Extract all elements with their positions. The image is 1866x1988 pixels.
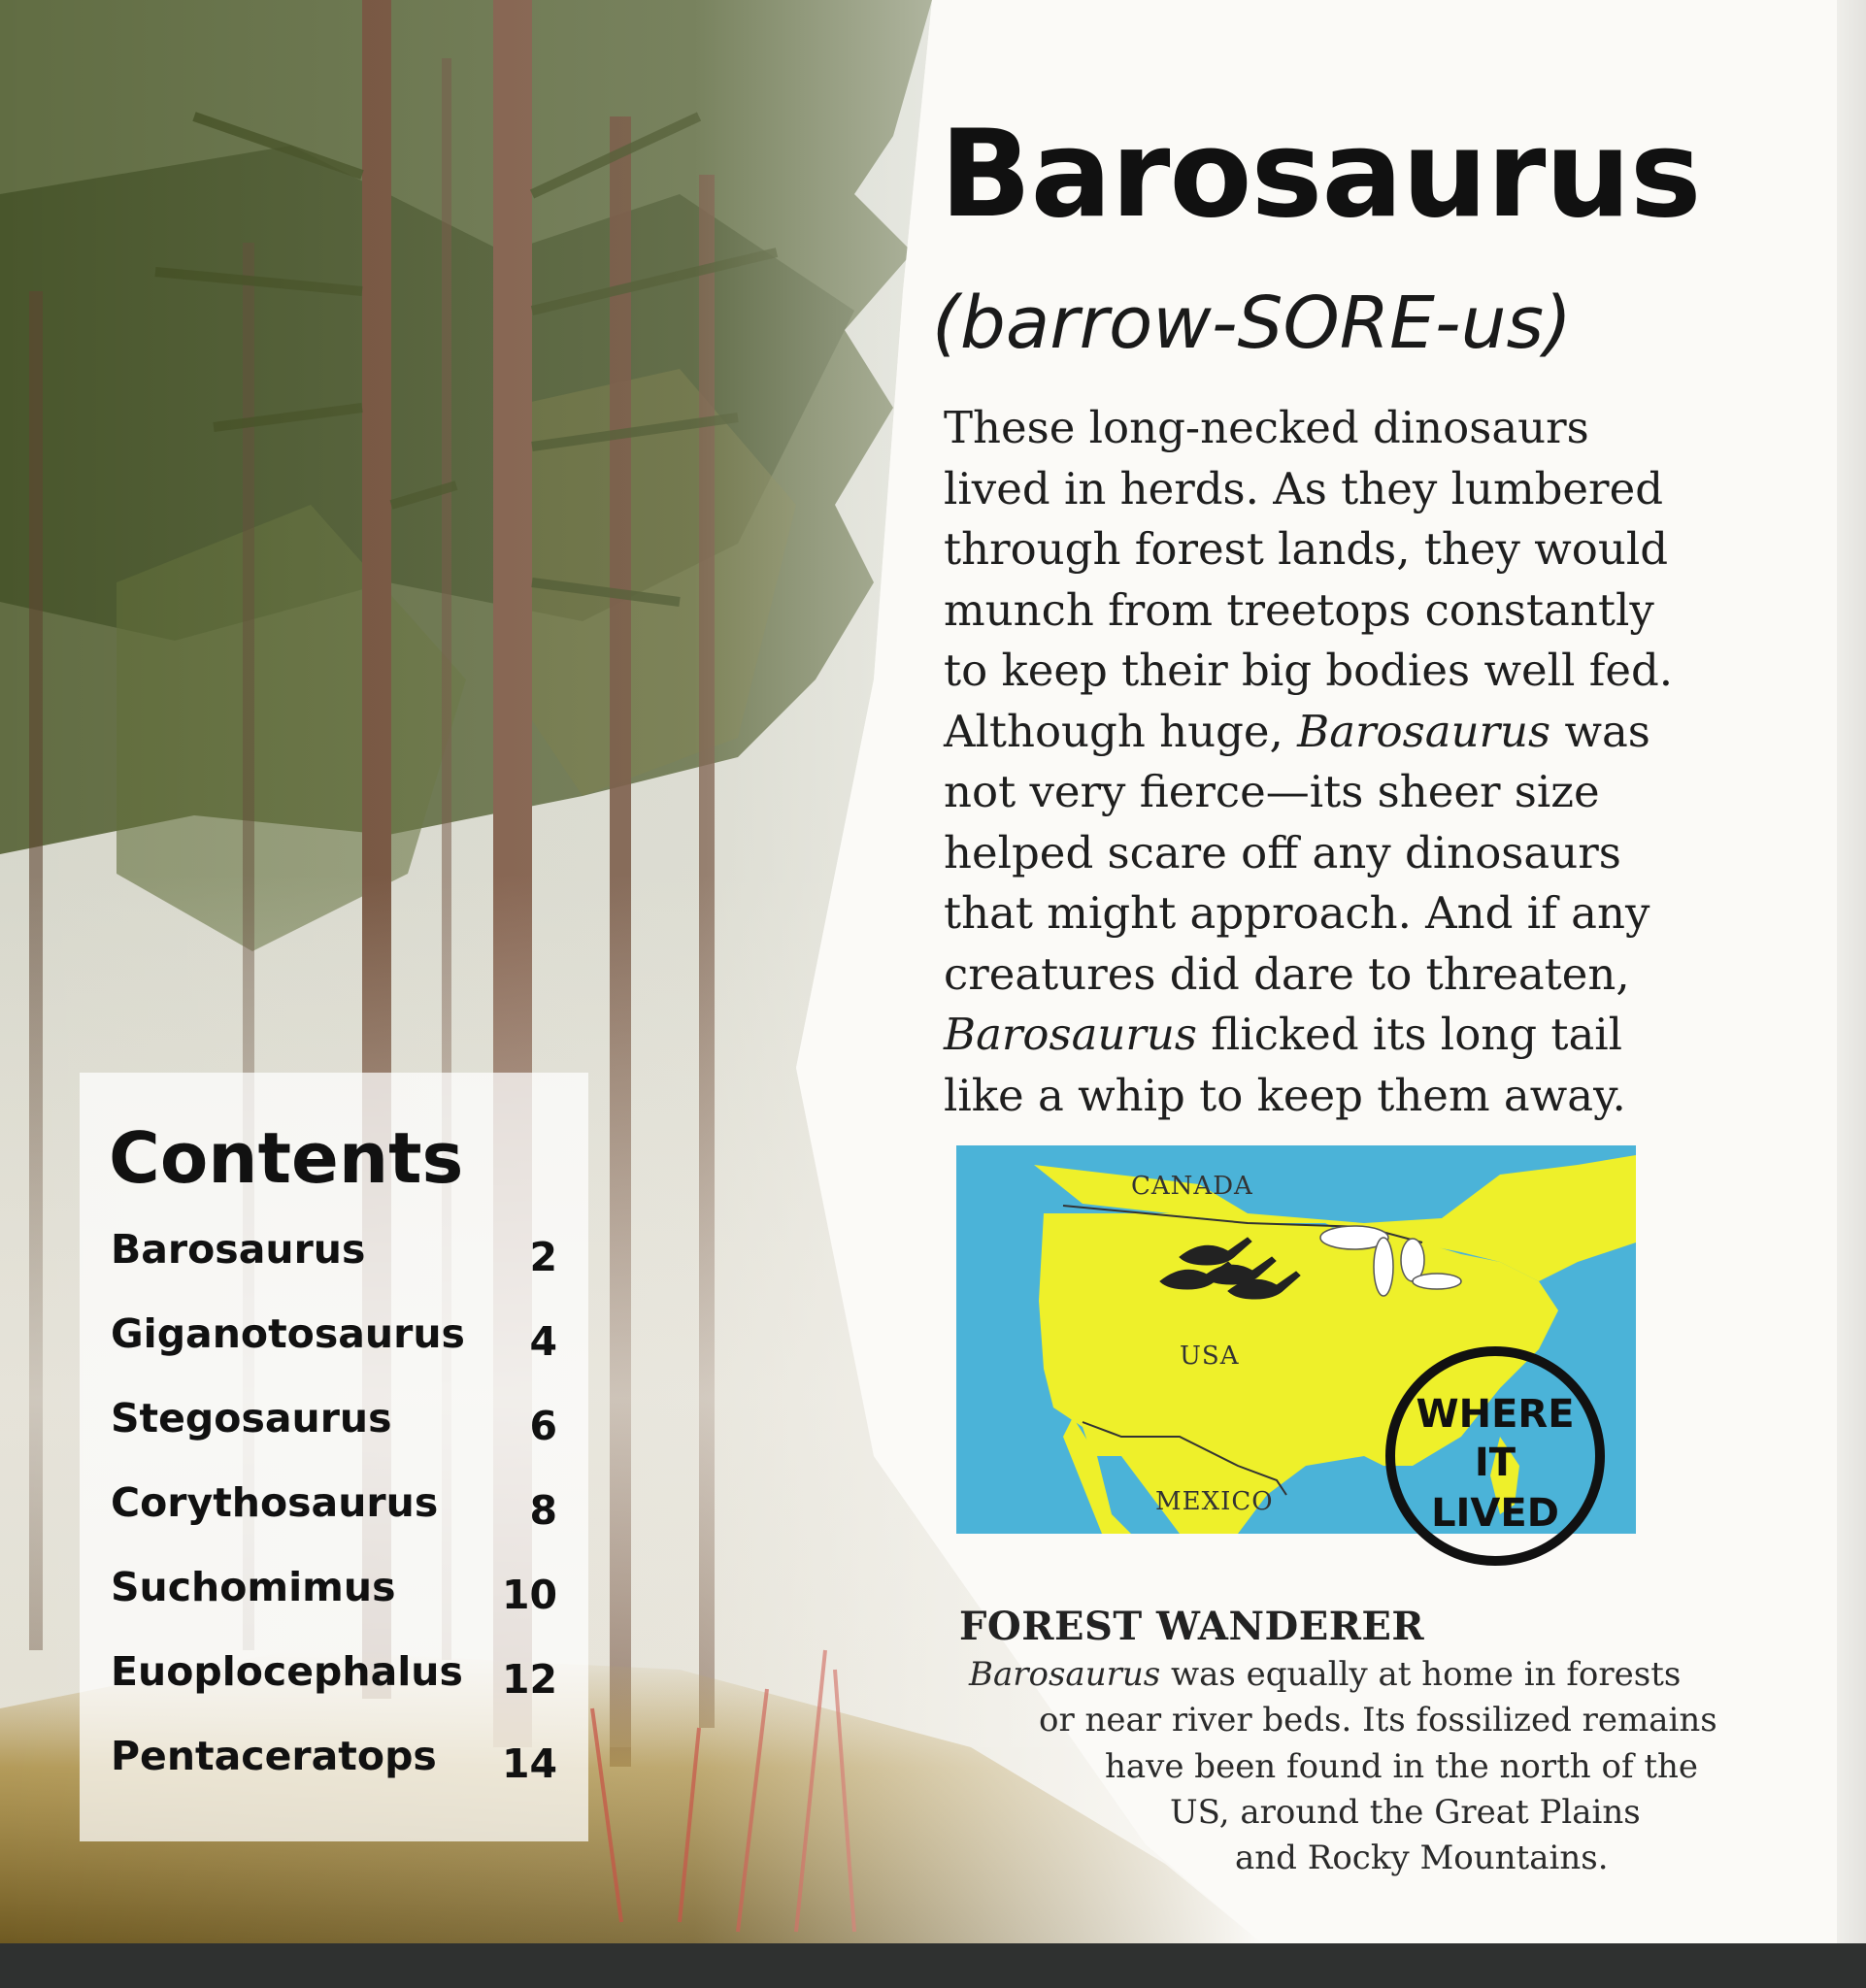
toc-item[interactable] bbox=[111, 1564, 557, 1622]
body-line: Barosaurus flicked its long tail bbox=[944, 1009, 1623, 1060]
toc-item-page: 4 bbox=[529, 1318, 557, 1365]
toc-item[interactable] bbox=[111, 1226, 557, 1284]
toc-item-name: Stegosaurus bbox=[111, 1395, 392, 1441]
body-line: Although huge, Barosaurus was bbox=[944, 705, 1650, 757]
body-line: These long-necked dinosaurs bbox=[944, 402, 1589, 453]
body-line: to keep their big bodies well fed. bbox=[944, 645, 1674, 696]
toc-item-page: 10 bbox=[501, 1572, 557, 1618]
toc-item-page: 6 bbox=[529, 1403, 557, 1449]
pronunciation: (barrow-SORE-us) bbox=[932, 282, 1572, 365]
toc-item[interactable] bbox=[111, 1479, 557, 1538]
caption-heading: FOREST WANDERER bbox=[959, 1604, 1425, 1649]
toc-item[interactable] bbox=[111, 1733, 557, 1791]
toc-item-name: Euoplocephalus bbox=[111, 1648, 463, 1695]
svg-text:LIVED: LIVED bbox=[1431, 1491, 1559, 1536]
svg-text:IT: IT bbox=[1474, 1441, 1516, 1485]
toc-item[interactable] bbox=[111, 1648, 557, 1706]
page-edge bbox=[1837, 0, 1866, 1943]
scan-bottom-edge bbox=[0, 1943, 1866, 1988]
toc-item-page: 12 bbox=[501, 1656, 557, 1703]
svg-text:WHERE: WHERE bbox=[1416, 1392, 1575, 1437]
body-line: that might approach. And if any bbox=[944, 887, 1650, 939]
toc-item[interactable] bbox=[111, 1310, 557, 1369]
caption-line: or near river beds. Its fossilized remains bbox=[1039, 1701, 1717, 1740]
contents-title: Contents bbox=[109, 1117, 464, 1199]
article-body bbox=[944, 398, 1691, 1126]
caption-line: and Rocky Mountains. bbox=[1235, 1839, 1609, 1877]
toc-item-page: 8 bbox=[529, 1487, 557, 1534]
body-line: not very fierce—its sheer size bbox=[944, 766, 1600, 817]
caption-line: US, around the Great Plains bbox=[1170, 1793, 1641, 1832]
toc-item-page: 14 bbox=[501, 1740, 557, 1787]
label-usa: USA bbox=[1180, 1342, 1240, 1371]
caption-line: have been found in the north of the bbox=[1105, 1747, 1699, 1786]
contents-panel bbox=[80, 1073, 588, 1841]
toc-item-name: Pentaceratops bbox=[111, 1733, 437, 1779]
caption-line: Barosaurus was equally at home in forests bbox=[969, 1655, 1682, 1694]
body-line: like a whip to keep them away. bbox=[944, 1069, 1626, 1121]
body-line: lived in herds. As they lumbered bbox=[944, 462, 1664, 514]
toc-item-name: Suchomimus bbox=[111, 1564, 396, 1610]
toc-item[interactable] bbox=[111, 1395, 557, 1453]
toc-item-page: 2 bbox=[529, 1234, 557, 1280]
label-mexico: MEXICO bbox=[1155, 1487, 1274, 1516]
body-line: munch from treetops constantly bbox=[944, 583, 1654, 636]
toc-item-name: Giganotosaurus bbox=[111, 1310, 465, 1357]
page-title: Barosaurus bbox=[940, 105, 1701, 245]
body-line: creatures did dare to threaten, bbox=[944, 947, 1630, 1000]
body-line: through forest lands, they would bbox=[944, 523, 1669, 575]
body-line: helped scare off any dinosaurs bbox=[944, 826, 1621, 878]
label-canada: CANADA bbox=[1131, 1172, 1253, 1201]
toc-item-name: Barosaurus bbox=[111, 1226, 366, 1273]
toc-item-name: Corythosaurus bbox=[111, 1479, 439, 1526]
range-map bbox=[956, 1145, 1675, 1592]
